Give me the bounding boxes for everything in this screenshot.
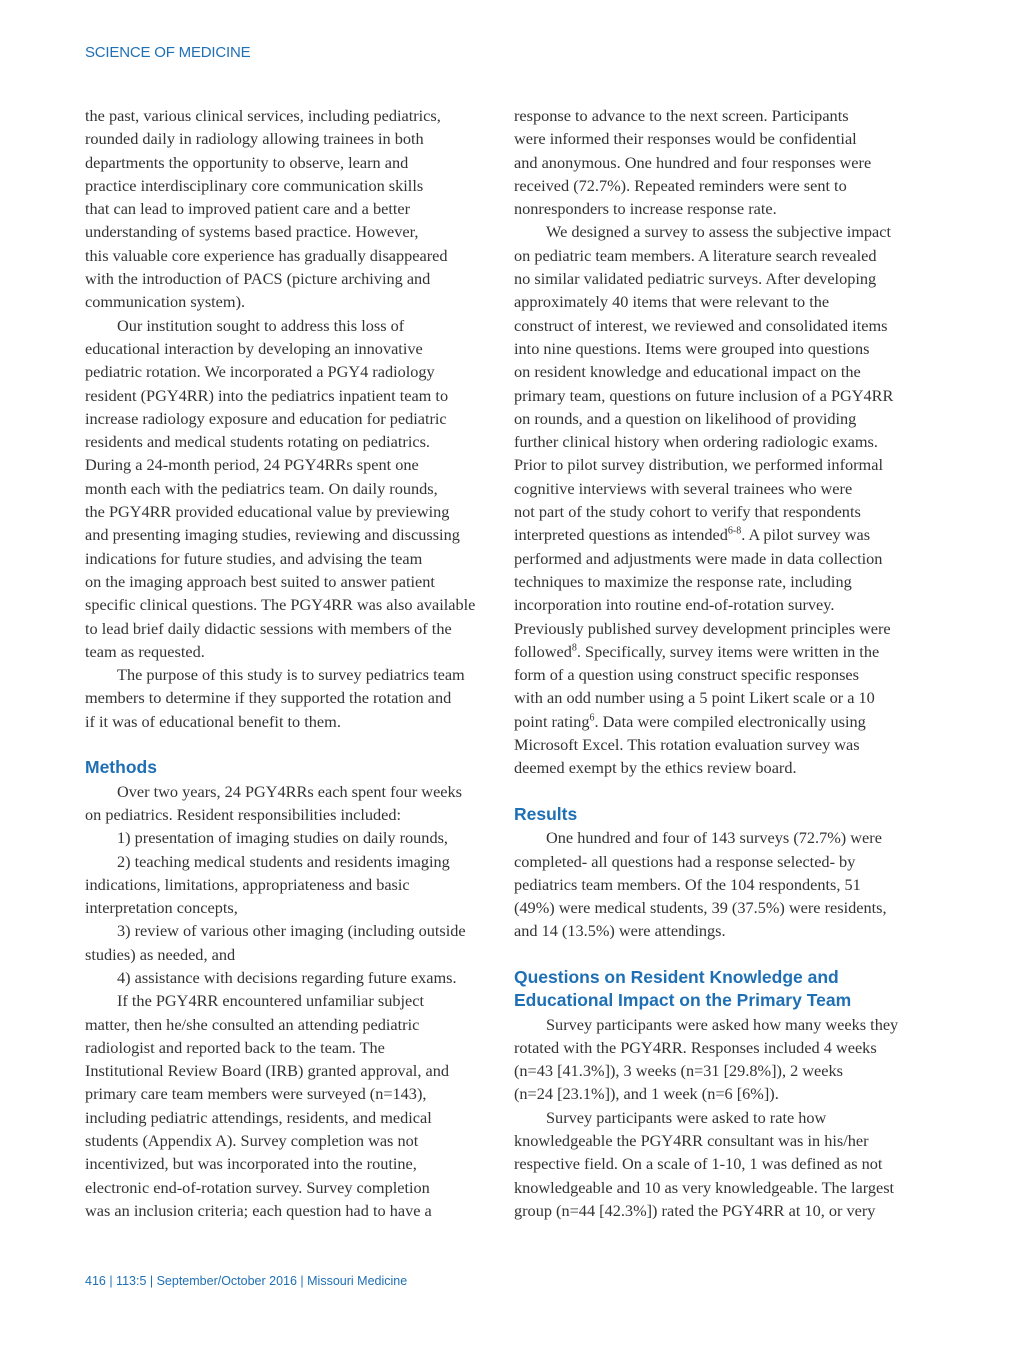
text-line: understanding of systems based practice. However, (85, 222, 419, 242)
text-line: on pediatrics. Resident responsibilities included: (85, 804, 402, 824)
text-line: no similar validated pediatric surveys. After developing (514, 269, 877, 289)
text-line: performed and adjustments were made in data collection (514, 548, 883, 568)
text-line: team as requested. (85, 641, 205, 661)
paragraph (514, 1106, 926, 1222)
text-line: and presenting imaging studies, reviewing and discussing (85, 525, 460, 545)
text-line: not part of the study cohort to verify that respondents (514, 502, 861, 522)
text-line: primary care team members were surveyed (n=143), (85, 1084, 427, 1104)
text-line: form of a question using construct specific responses (514, 665, 859, 685)
text-line: specific clinical questions. The PGY4RR was also available (85, 595, 476, 615)
text-line: including pediatric attendings, residents, and medical (85, 1107, 432, 1127)
text-line: communication system). (85, 292, 246, 312)
text-line: Our institution sought to address this loss of (117, 315, 405, 335)
paragraph (514, 104, 926, 220)
results-heading: Results (514, 803, 578, 824)
list-item (85, 850, 495, 920)
text-line: One hundred and four of 143 surveys (72.7%) were (546, 828, 882, 848)
paragraph (514, 826, 926, 942)
list-item (85, 966, 495, 989)
text-line: on pediatric team members. A literature search revealed (514, 245, 877, 265)
text-line: practice interdisciplinary core communication skills (85, 175, 424, 195)
text-line: resident (PGY4RR) into the pediatrics inpatient team to (85, 385, 449, 405)
text-line: Microsoft Excel. This rotation evaluation survey was (514, 735, 860, 755)
text-line: if it was of educational benefit to them. (85, 711, 341, 731)
text-line: 4) assistance with decisions regarding future exams. (117, 967, 457, 987)
text-line: group (n=44 [42.3%]) rated the PGY4RR at 10, or very (514, 1200, 876, 1220)
text-line: deemed exempt by the ethics review board. (514, 758, 797, 778)
text-line: the PGY4RR provided educational value by previewing (85, 502, 450, 522)
text-line: the past, various clinical services, including pediatrics, (85, 106, 441, 125)
text-line: (n=43 [41.3%]), 3 weeks (n=31 [29.8%]), 2 weeks (514, 1061, 843, 1081)
text-line: students (Appendix A). Survey completion was not (85, 1131, 419, 1151)
list-item (85, 919, 495, 966)
text-line: was an inclusion criteria; each question had to have a (85, 1200, 432, 1220)
text-line: and anonymous. One hundred and four responses were (514, 152, 872, 172)
citation: 8 (571, 642, 577, 654)
left-column (85, 104, 495, 1222)
text-line: with an odd number using a 5 point Likert scale or a 10 (514, 688, 875, 708)
text-line: on resident knowledge and educational impact on the (514, 362, 861, 382)
text-line: rotated with the PGY4RR. Responses included 4 weeks (514, 1037, 877, 1057)
text-line: (n=24 [23.1%]), and 1 week (n=6 [6%]). (514, 1084, 779, 1104)
paragraph (514, 1013, 926, 1106)
text-line: residents and medical students rotating on pediatrics. (85, 432, 430, 452)
text-line: that can lead to improved patient care and a better (85, 199, 411, 219)
text-line: approximately 40 items that were relevant to the (514, 292, 830, 312)
right-column (514, 104, 926, 1222)
text-line: interpretation concepts, (85, 898, 238, 918)
questions-heading: Questions on Resident Knowledge and Educational Impact on the Primary Team (514, 966, 852, 1011)
text-line: were informed their responses would be confidential (514, 129, 857, 149)
text-line: nonresponders to increase response rate. (514, 199, 777, 219)
citation: 6 (589, 712, 595, 724)
text-line: cognitive interviews with several trainees who were (514, 478, 853, 498)
page-footer: 416 | 113:5 | September/October 2016 | Missouri Medicine (85, 1274, 408, 1288)
paragraph (85, 780, 495, 827)
section-label: SCIENCE OF MEDICINE (85, 44, 251, 61)
text-line: construct of interest, we reviewed and consolidated items (514, 315, 888, 335)
text-line: on rounds, and a question on likelihood of providing (514, 408, 857, 428)
text-line: increase radiology exposure and education for pediatric (85, 408, 447, 428)
text-line: with the introduction of PACS (picture archiving and (85, 269, 431, 289)
text-line: matter, then he/she consulted an attending pediatric (85, 1014, 420, 1034)
text-line: We designed a survey to assess the subjective impact (546, 222, 892, 242)
text-line: and 14 (13.5%) were attendings. (514, 921, 726, 941)
text-line: indications, limitations, appropriateness and basic (85, 874, 410, 894)
text-line: educational interaction by developing an innovative (85, 338, 423, 358)
text-line: radiologist and reported back to the team. The (85, 1037, 385, 1057)
text-line: Survey participants were asked to rate how (546, 1107, 827, 1127)
text-line: techniques to maximize the response rate, including (514, 571, 852, 591)
text-line: this valuable core experience has gradually disappeared (85, 245, 448, 265)
text-line: incentivized, but was incorporated into the routine, (85, 1154, 417, 1174)
text-line: electronic end-of-rotation survey. Survey completion (85, 1177, 430, 1197)
text-line: pediatric rotation. We incorporated a PGY4 radiology (85, 362, 435, 382)
text-line: departments the opportunity to observe, learn and (85, 152, 409, 172)
text-line: members to determine if they supported the rotation and (85, 688, 452, 708)
text-line: 3) review of various other imaging (including outside (117, 921, 466, 941)
text-line: indications for future studies, and advising the team (85, 548, 423, 568)
text-line: response to advance to the next screen. Participants (514, 106, 849, 125)
text-line: month each with the pediatrics team. On daily rounds, (85, 478, 438, 498)
text-line: (49%) were medical students, 39 (37.5%) were residents, (514, 898, 887, 918)
text-line: Prior to pilot survey distribution, we performed informal (514, 455, 883, 475)
list-item (85, 826, 495, 849)
text-line: pediatrics team members. Of the 104 respondents, 51 (514, 874, 861, 894)
text-line: received (72.7%). Repeated reminders were sent to (514, 175, 847, 195)
text-line: knowledgeable and 10 as very knowledgeable. The largest (514, 1177, 895, 1197)
text-line: on the imaging approach best suited to answer patient (85, 571, 435, 591)
text-line: incorporation into routine end-of-rotation survey. (514, 595, 835, 615)
text-line: to lead brief daily didactic sessions with members of the (85, 618, 452, 638)
text-line: Institutional Review Board (IRB) granted approval, and (85, 1061, 449, 1081)
text-line: 2) teaching medical students and residents imaging (117, 851, 450, 871)
text-line: further clinical history when ordering radiologic exams. (514, 432, 878, 452)
text-line: 1) presentation of imaging studies on daily rounds, (117, 828, 448, 848)
text-line: The purpose of this study is to survey pediatrics team (117, 665, 465, 685)
text-line: Over two years, 24 PGY4RRs each spent four weeks (117, 781, 462, 801)
citation: 6-8 (727, 525, 742, 537)
text-line: knowledgeable the PGY4RR consultant was in his/her (514, 1131, 869, 1151)
text-line: into nine questions. Items were grouped into questions (514, 338, 870, 358)
text-line: rounded daily in radiology allowing trainees in both (85, 129, 424, 149)
paragraph (85, 314, 495, 663)
text-line: respective field. On a scale of 1-10, 1 was defined as not (514, 1154, 883, 1174)
text-line: If the PGY4RR encountered unfamiliar subject (117, 991, 424, 1011)
paragraph (85, 104, 495, 314)
text-line: Survey participants were asked how many weeks they (546, 1014, 899, 1034)
paragraph (85, 663, 495, 733)
paragraph: We designed a survey to assess the subjective impact on pediatric team members. A literature search revealed no similar validated pediatric surveys. After developing approximately 40 items that were relevant to the construct of interest, we reviewed and consolidated items into nine questions. Items were grouped into questions on resident knowledge and educational impact on the primary team, questions on future inclusion of a PGY4RR on rounds, and a question on likelihood of providing further clinical history when ordering radiologic exams. Prior to pilot survey distribution, we performed informal cognitive interviews with several trainees who were not part of the study cohort to verify that respondents interpreted questions as intended$^{6-8}$. A pilot survey was performed and adjustments were made in data collection techniques to maximize the response rate, including incorporation into routine end-of-rotation survey. Previously published survey development principles were followed$^8$. Specifically, survey items were written in the form of a question using construct specific responses with an odd number using a 5 point Likert scale or a 10 point rating$^6$. Data were compiled electronically using Microsoft Excel. This rotation evaluation survey was deemed exempt by the ethics review board. (514, 222, 894, 778)
paragraph (85, 989, 495, 1222)
text-line: studies) as needed, and (85, 944, 236, 964)
text-line: primary team, questions on future inclusion of a PGY4RR (514, 385, 894, 405)
text-line: completed- all questions had a response selected- by (514, 851, 856, 871)
methods-heading: Methods (85, 757, 157, 778)
text-line: During a 24-month period, 24 PGY4RRs spent one (85, 455, 419, 475)
text-line: Previously published survey development principles were (514, 618, 891, 638)
